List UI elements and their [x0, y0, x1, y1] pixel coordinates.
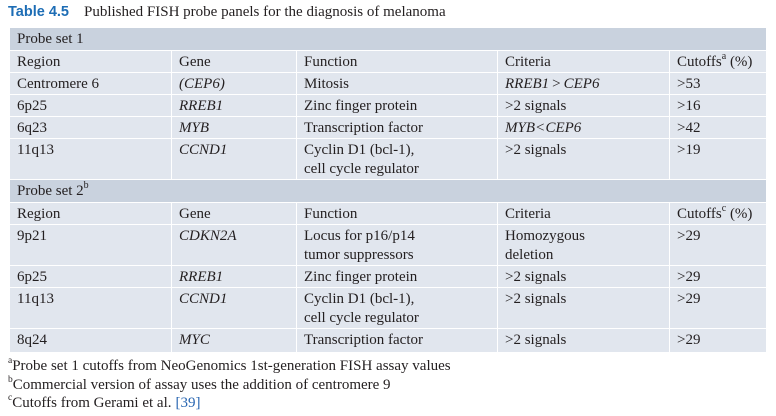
criteria-line: >2 signals	[505, 269, 567, 285]
cell-gene: CCND1	[172, 139, 297, 179]
criteria-line: deletion	[505, 247, 554, 263]
probe-set-title: Probe set 1	[17, 31, 84, 47]
header-function: Function	[297, 51, 498, 72]
cell-gene: CCND1	[172, 288, 297, 328]
footnote-marker: a	[8, 356, 13, 366]
cell-function	[297, 225, 498, 265]
cell-function	[297, 329, 498, 352]
probe-set-label	[10, 28, 766, 50]
probe-set-title: Probe set 2	[17, 183, 84, 199]
cell-region: 8q24	[10, 329, 172, 352]
cell-gene: CDKN2A	[172, 225, 297, 265]
function-line: Locus for p16/p14	[304, 228, 415, 244]
function-line: cell cycle regulator	[304, 310, 419, 326]
criteria-gene: CEP6	[545, 120, 582, 136]
footnote-a	[8, 357, 451, 376]
cell-gene: (CEP6)	[172, 73, 297, 94]
header-row	[10, 203, 766, 225]
header-function: Function	[297, 203, 498, 224]
cell-region: 11q13	[10, 288, 172, 328]
footnote-text: Cutoffs from Gerami et al.	[12, 395, 172, 411]
function-line: Zinc finger protein	[304, 269, 418, 285]
footnote-text: Probe set 1 cutoffs from NeoGenomics 1st-generation FISH assay values	[12, 358, 451, 374]
cell-gene: RREB1	[172, 266, 297, 287]
function-line: Mitosis	[304, 76, 350, 92]
table-caption	[8, 2, 446, 22]
header-region: Region	[10, 203, 172, 224]
function-line: Cyclin D1 (bcl-1),	[304, 291, 415, 307]
cell-cutoff: >29	[677, 291, 701, 307]
function-line: Transcription factor	[304, 332, 424, 348]
cell-gene: RREB1	[172, 95, 297, 116]
cell-criteria	[498, 288, 670, 328]
cell-function	[297, 288, 498, 328]
cell-cutoff: >16	[677, 98, 701, 114]
function-line: Cyclin D1 (bcl-1),	[304, 142, 415, 158]
criteria-line: >2 signals	[505, 291, 567, 307]
table-label: Table 4.5	[8, 4, 69, 20]
footnote-marker: c	[8, 393, 13, 403]
header-criteria: Criteria	[498, 51, 670, 72]
cell-function	[297, 117, 498, 138]
table-title: Published FISH probe panels for the diagnosis of melanoma	[83, 4, 446, 20]
cell-function	[297, 95, 498, 116]
cell-function	[297, 73, 498, 94]
cell-criteria	[498, 117, 670, 138]
table-row	[10, 329, 766, 352]
criteria-gene: MYB	[505, 120, 535, 136]
table-row	[10, 73, 766, 95]
criteria-line: >2 signals	[505, 98, 567, 114]
cell-cutoff: >29	[677, 332, 701, 348]
criteria-operator: >	[552, 76, 561, 92]
footnote-marker: b	[8, 374, 13, 385]
header-cutoffs-unit: (%)	[729, 206, 753, 222]
citation-link[interactable]: [39]	[175, 395, 201, 411]
criteria-line: >2 signals	[505, 332, 567, 348]
cell-function	[297, 139, 498, 179]
footnote-marker: c	[721, 203, 727, 214]
criteria-line: >2 signals	[505, 142, 567, 158]
cell-cutoff: >53	[677, 76, 701, 92]
header-gene: Gene	[172, 203, 297, 224]
footnote-text: Commercial version of assay uses the addition of centromere 9	[12, 376, 391, 393]
cell-gene: MYB	[172, 117, 297, 138]
footnote-marker: a	[721, 51, 727, 62]
table-row	[10, 266, 766, 288]
table-row	[10, 225, 766, 266]
cell-criteria	[498, 225, 670, 265]
footnote-b	[8, 376, 451, 395]
criteria-gene: RREB1	[505, 76, 550, 92]
function-line: Transcription factor	[304, 120, 424, 136]
header-cutoffs-unit: (%)	[729, 54, 753, 70]
table-footnotes	[8, 357, 451, 413]
header-row	[10, 51, 766, 73]
cell-criteria	[498, 73, 670, 94]
footnote-c	[8, 394, 451, 413]
header-cutoffs	[670, 51, 766, 72]
footnote-marker: b	[83, 180, 89, 191]
cell-cutoff: >19	[677, 142, 701, 158]
table-row	[10, 288, 766, 329]
cell-region: 6q23	[10, 117, 172, 138]
cell-region: 6p25	[10, 266, 172, 287]
probe-set-label	[10, 180, 766, 202]
header-cutoffs-label: Cutoffs	[677, 206, 722, 222]
table-row	[10, 117, 766, 139]
header-cutoffs-label: Cutoffs	[677, 54, 722, 70]
header-gene: Gene	[172, 51, 297, 72]
cell-region: 6p25	[10, 95, 172, 116]
cell-criteria	[498, 139, 670, 179]
function-line: Zinc finger protein	[304, 98, 418, 114]
cell-region: Centromere 6	[10, 73, 172, 94]
cell-criteria	[498, 329, 670, 352]
cell-criteria	[498, 95, 670, 116]
cell-cutoff: >29	[677, 228, 701, 244]
cell-criteria	[498, 266, 670, 287]
function-line: tumor suppressors	[304, 247, 414, 263]
header-criteria: Criteria	[498, 203, 670, 224]
fish-probe-table	[10, 28, 766, 352]
function-line: cell cycle regulator	[304, 161, 419, 177]
cell-region: 9p21	[10, 225, 172, 265]
table-row	[10, 139, 766, 180]
probe-set-1-row	[10, 28, 766, 51]
cell-cutoff: >42	[677, 120, 701, 136]
cell-gene: MYC	[172, 329, 297, 352]
probe-set-2-row	[10, 180, 766, 203]
header-region: Region	[10, 51, 172, 72]
criteria-operator: <	[536, 120, 545, 136]
criteria-line: Homozygous	[505, 228, 585, 244]
cell-function	[297, 266, 498, 287]
header-cutoffs	[670, 203, 766, 224]
cell-region: 11q13	[10, 139, 172, 179]
table-row	[10, 95, 766, 117]
criteria-gene: CEP6	[563, 76, 600, 92]
cell-cutoff: >29	[677, 269, 701, 285]
